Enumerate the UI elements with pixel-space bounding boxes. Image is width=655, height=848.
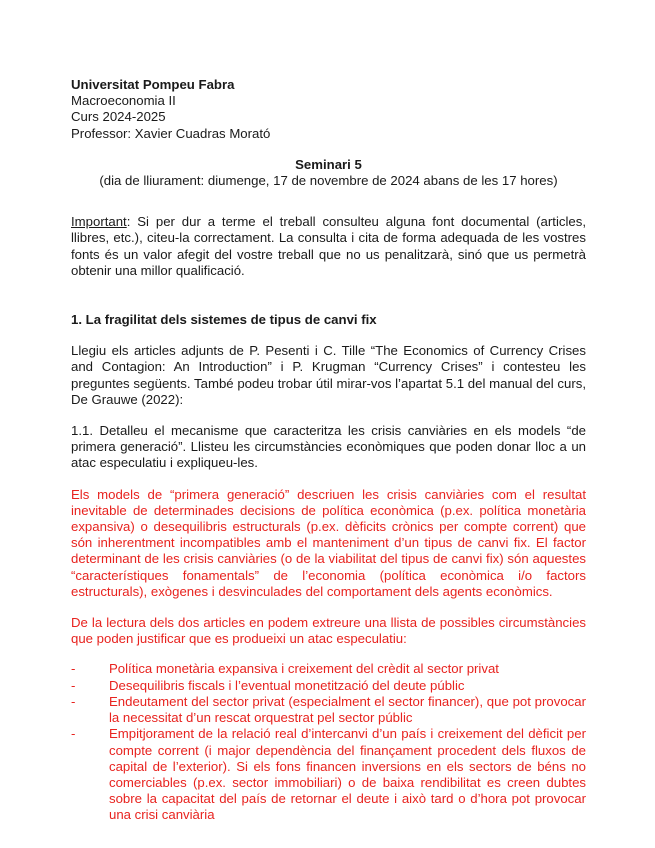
list-item-text: Desequilibris fiscals i l’eventual monetització del deute públic: [109, 677, 465, 693]
course-year: Curs 2024-2025: [71, 109, 166, 125]
header-block: [71, 77, 586, 142]
important-label: Important: [71, 214, 127, 230]
university-name: Universitat Pompeu Fabra: [71, 77, 235, 92]
list-item: [71, 678, 586, 694]
list-dash: -: [71, 661, 76, 677]
list-item-text: Endeutament del sector privat (especialment el sector financer), que pot provocar la necessitat d’un rescat orquestrat pel sector públic: [109, 693, 586, 726]
list-dash: -: [71, 693, 76, 709]
answer-paragraph-1: Els models de “primera generació” descriuen les crisis canviàries com el resultat inevitable de determinades decisions de política econòmica (p.ex. política monetària expansiva) o desequilibris estructurals (p.ex. dèficits crònics per compte corrent) que són inherentment incompatibles amb el manteniment d’un tipus de canvi fix. El factor determinant de les crisis canviàries (o de la viabilitat del tipus de canvi fix) són aquestes “característiques fonamentals” de l’economia (política econòmica i/o factors estructurals), exògenes i desvinculades del comportament dels agents econòmics.: [71, 486, 586, 599]
answer-paragraph-2: De la lectura dels dos articles en podem extreure una llista de possibles circumstàncies que poden justificar que es produeixi un atac especulatiu:: [71, 615, 586, 647]
section-heading: 1. La fragilitat dels sistemes de tipus de canvi fix: [71, 312, 377, 328]
professor-name: Professor: Xavier Cuadras Morató: [71, 125, 271, 141]
important-note: [71, 214, 586, 279]
list-dash: -: [71, 726, 76, 742]
course-name: Macroeconomia II: [71, 93, 176, 109]
list-item: [71, 694, 586, 726]
document-page: [71, 77, 586, 824]
list-item: [71, 661, 586, 677]
important-text: : Si per dur a terme el treball consulteu alguna font documental (articles, llibres, etc.), citeu-la correctament. La consulta i cita de forma adequada de les vostres fonts és un valor afegit del vostre treball que no us penalitzarà, sinó que us permetrà obtenir una millor qualificació.: [71, 214, 586, 278]
list-item-text: Política monetària expansiva i creixement del crèdit al sector privat: [109, 661, 499, 677]
list-item: [71, 726, 586, 823]
seminar-title: Seminari 5: [295, 156, 362, 172]
title-block: [71, 157, 586, 189]
list-item-text: Empitjorament de la relació real d’intercanvi d’un país i creixement del dèficit per compte corrent (i major dependència del finançament procedent dels fluxos de capital de l’exterior). Si els fons financen inversions en els sectors de béns no comerciables (p.ex. sector immobiliari) o de baixa rendibilitat es creen dubtes sobre la capacitat del país de retornar el deute i això tard o d’hora pot provocar una crisi canviària: [109, 726, 586, 823]
circumstances-list: [71, 661, 586, 823]
list-dash: -: [71, 677, 76, 693]
deadline-text: (dia de lliurament: diumenge, 17 de novembre de 2024 abans de les 17 hores): [99, 173, 558, 189]
section-intro: Llegiu els articles adjunts de P. Pesenti i C. Tille “The Economics of Currency Crises and Contagion: An Introduction” i P. Krugman “Currency Crises” i contesteu les preguntes següents. També podeu trobar útil mirar-vos l’apartat 5.1 del manual del curs, De Grauwe (2022):: [71, 343, 586, 407]
question-1-1: 1.1. Detalleu el mecanisme que caracteritza les crisis canviàries en els models “de primera generació”. Llisteu les circumstàncies econòmiques que poden donar lloc a un atac especulatiu i expliqueu-les.: [71, 423, 586, 471]
